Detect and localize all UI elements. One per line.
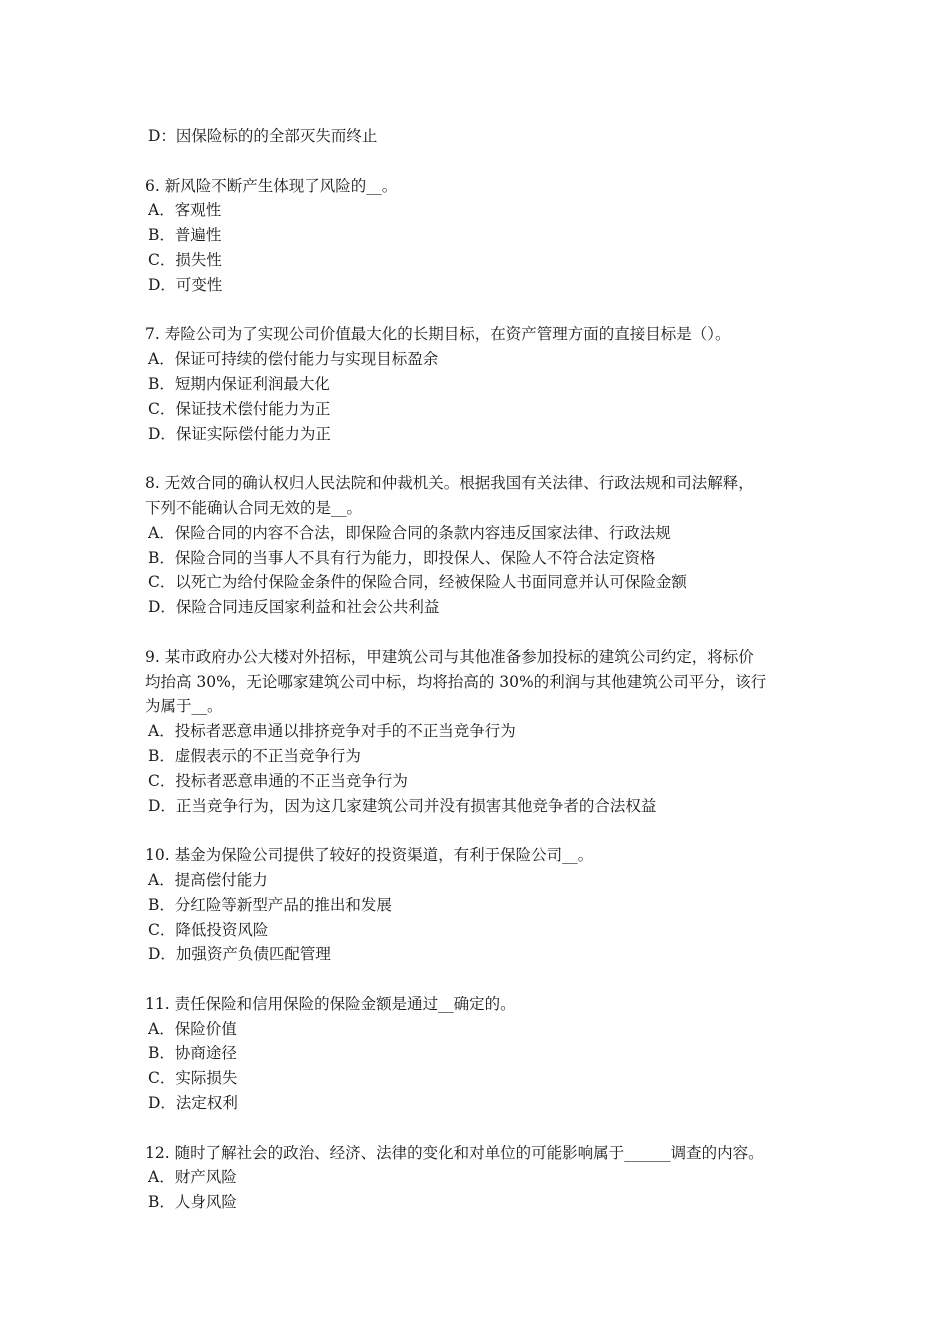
spacer bbox=[145, 149, 813, 174]
question-stem-line-2: 均抬高 30%，无论哪家建筑公司中标，均将抬高的 30%的利润与其他建筑公司平分，该行 bbox=[145, 672, 767, 691]
question-8 bbox=[145, 471, 813, 620]
option-c: C．投标者恶意串通的不正当竞争行为 bbox=[148, 771, 408, 790]
question-11 bbox=[145, 992, 813, 1116]
question-stem: 12. 随时了解社会的政治、经济、法律的变化和对单位的可能影响属于______调查的内容。 bbox=[145, 1143, 764, 1162]
option-d: D．保险合同违反国家利益和社会公共利益 bbox=[148, 598, 440, 617]
option-c: C．以死亡为给付保险金条件的保险合同，经被保险人书面同意并认可保险金额 bbox=[148, 573, 687, 592]
option-b: B．普遍性 bbox=[148, 226, 222, 245]
question-list bbox=[145, 124, 813, 1215]
spacer bbox=[145, 1116, 813, 1141]
option-a: A．保险价值 bbox=[148, 1019, 237, 1038]
option-d: D．可变性 bbox=[148, 275, 223, 294]
question-10 bbox=[145, 843, 813, 967]
option-b: B．人身风险 bbox=[148, 1193, 237, 1212]
question-12 bbox=[145, 1141, 813, 1215]
option-d-fragment: D：因保险标的的全部灭失而终止 bbox=[148, 127, 378, 145]
question-stem-line-2: 下列不能确认合同无效的是__。 bbox=[145, 498, 363, 517]
question-stem-line-3: 为属于__。 bbox=[145, 697, 223, 716]
option-a: A．保证可持续的偿付能力与实现目标盈余 bbox=[148, 350, 439, 369]
question-6 bbox=[145, 174, 813, 298]
option-d: D．保证实际偿付能力为正 bbox=[148, 424, 331, 443]
spacer bbox=[145, 818, 813, 843]
option-b: B．分红险等新型产品的推出和发展 bbox=[148, 895, 392, 914]
question-stem: 6. 新风险不断产生体现了风险的__。 bbox=[145, 176, 398, 195]
question-stem: 10. 基金为保险公司提供了较好的投资渠道，有利于保险公司__。 bbox=[145, 846, 594, 865]
question-9 bbox=[145, 645, 813, 819]
question-7 bbox=[145, 322, 813, 446]
spacer bbox=[145, 298, 813, 323]
option-c: C．损失性 bbox=[148, 250, 222, 269]
question-stem: 7. 寿险公司为了实现公司价值最大化的长期目标，在资产管理方面的直接目标是（）。 bbox=[145, 325, 731, 344]
option-d: D．法定权利 bbox=[148, 1094, 238, 1113]
option-a: A．投标者恶意串通以排挤竞争对手的不正当竞争行为 bbox=[148, 722, 516, 741]
option-a: A．财产风险 bbox=[148, 1168, 237, 1187]
spacer bbox=[145, 620, 813, 645]
option-b: B．短期内保证利润最大化 bbox=[148, 374, 330, 393]
option-d: D．加强资产负债匹配管理 bbox=[148, 945, 331, 964]
option-c: C．降低投资风险 bbox=[148, 920, 269, 939]
option-c: C．保证技术偿付能力为正 bbox=[148, 399, 331, 418]
option-c: C．实际损失 bbox=[148, 1069, 238, 1088]
spacer bbox=[145, 967, 813, 992]
spacer bbox=[145, 446, 813, 471]
question-stem-line-1: 8. 无效合同的确认权归人民法院和仲裁机关。根据我国有关法律、行政法规和司法解释， bbox=[145, 474, 754, 493]
option-b: B．虚假表示的不正当竞争行为 bbox=[148, 746, 361, 765]
question-stem: 11. 责任保险和信用保险的保险金额是通过__确定的。 bbox=[145, 994, 516, 1013]
option-d: D．正当竞争行为，因为这几家建筑公司并没有损害其他竞争者的合法权益 bbox=[148, 796, 657, 815]
option-a: A．客观性 bbox=[148, 201, 222, 220]
option-a: A．提高偿付能力 bbox=[148, 870, 268, 889]
question-stem-line-1: 9. 某市政府办公大楼对外招标，甲建筑公司与其他准备参加投标的建筑公司约定，将标价 bbox=[145, 647, 754, 666]
option-a: A．保险合同的内容不合法，即保险合同的条款内容违反国家法律、行政法规 bbox=[148, 523, 671, 542]
option-b: B．协商途径 bbox=[148, 1044, 237, 1063]
option-b: B．保险合同的当事人不具有行为能力，即投保人、保险人不符合法定资格 bbox=[148, 548, 656, 567]
